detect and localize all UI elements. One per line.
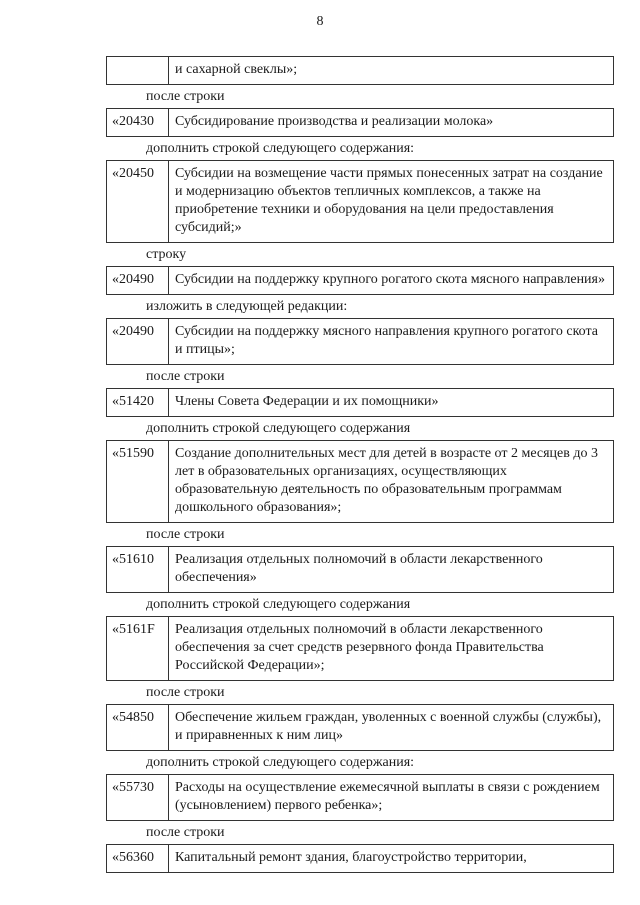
row-code: «51590 <box>107 441 169 522</box>
row-code: «20490 <box>107 319 169 364</box>
row-text: Обеспечение жильем граждан, уволенных с военной службы (службы), и приравненных к ним лиц» <box>175 710 602 743</box>
row-code: «51420 <box>107 389 169 416</box>
table-row <box>106 388 614 417</box>
row-code: «54850 <box>107 705 169 750</box>
table-row <box>106 616 614 681</box>
instruction-text: после строки <box>146 685 225 700</box>
table-row <box>106 160 614 243</box>
table-row <box>106 266 614 295</box>
row-code <box>107 57 169 84</box>
table-row <box>106 318 614 365</box>
table-row <box>106 844 614 873</box>
row-text: Субсидии на поддержку мясного направления крупного рогатого скота и птицы»; <box>175 324 598 357</box>
row-text: Капитальный ремонт здания, благоустройство территории, <box>175 850 527 865</box>
row-code: «55730 <box>107 775 169 820</box>
row-text: и сахарной свеклы»; <box>175 62 298 77</box>
instruction-text: после строки <box>146 825 225 840</box>
instruction-text: после строки <box>146 369 225 384</box>
row-text: Создание дополнительных мест для детей в возрасте от 2 месяцев до 3 лет в образовательных организациях, осуществляющих образовательную деятельность по образовательным программам дошкольного образования»; <box>175 446 598 515</box>
row-text: Расходы на осуществление ежемесячной выплаты в связи с рождением (усыновлением) первого ребенка»; <box>175 780 600 813</box>
row-text: Субсидии на возмещение части прямых понесенных затрат на создание и модернизацию объектов тепличных комплексов, а также на приобретение техники и оборудования на цели предоставления субсидий;» <box>175 166 603 235</box>
page-number: 8 <box>316 14 324 29</box>
row-code: «20430 <box>107 109 169 136</box>
row-code: «51610 <box>107 547 169 592</box>
instruction-text: дополнить строкой следующего содержания: <box>146 141 415 156</box>
row-text: Реализация отдельных полномочий в области лекарственного обеспечения за счет средств резервного фонда Правительства Российской Федерации»; <box>175 622 544 673</box>
row-text: Члены Совета Федерации и их помощники» <box>175 394 439 409</box>
row-code: «20450 <box>107 161 169 242</box>
table-row <box>106 440 614 523</box>
table-row <box>106 774 614 821</box>
instruction-text: изложить в следующей редакции: <box>146 299 348 314</box>
row-text: Реализация отдельных полномочий в области лекарственного обеспечения» <box>175 552 543 585</box>
instruction-text: дополнить строкой следующего содержания: <box>146 755 415 770</box>
instruction-text: строку <box>146 247 187 262</box>
row-text: Субсидирование производства и реализации молока» <box>175 114 494 129</box>
table-row <box>106 108 614 137</box>
instruction-text: после строки <box>146 89 225 104</box>
row-code: «20490 <box>107 267 169 294</box>
instruction-text: после строки <box>146 527 225 542</box>
instruction-text: дополнить строкой следующего содержания <box>146 421 411 436</box>
table-row <box>106 56 614 85</box>
document-body <box>106 56 614 873</box>
instruction-text: дополнить строкой следующего содержания <box>146 597 411 612</box>
row-code: «5161F <box>107 617 169 680</box>
row-code: «56360 <box>107 845 169 872</box>
table-row <box>106 704 614 751</box>
table-row <box>106 546 614 593</box>
row-text: Субсидии на поддержку крупного рогатого скота мясного направления» <box>175 272 605 287</box>
